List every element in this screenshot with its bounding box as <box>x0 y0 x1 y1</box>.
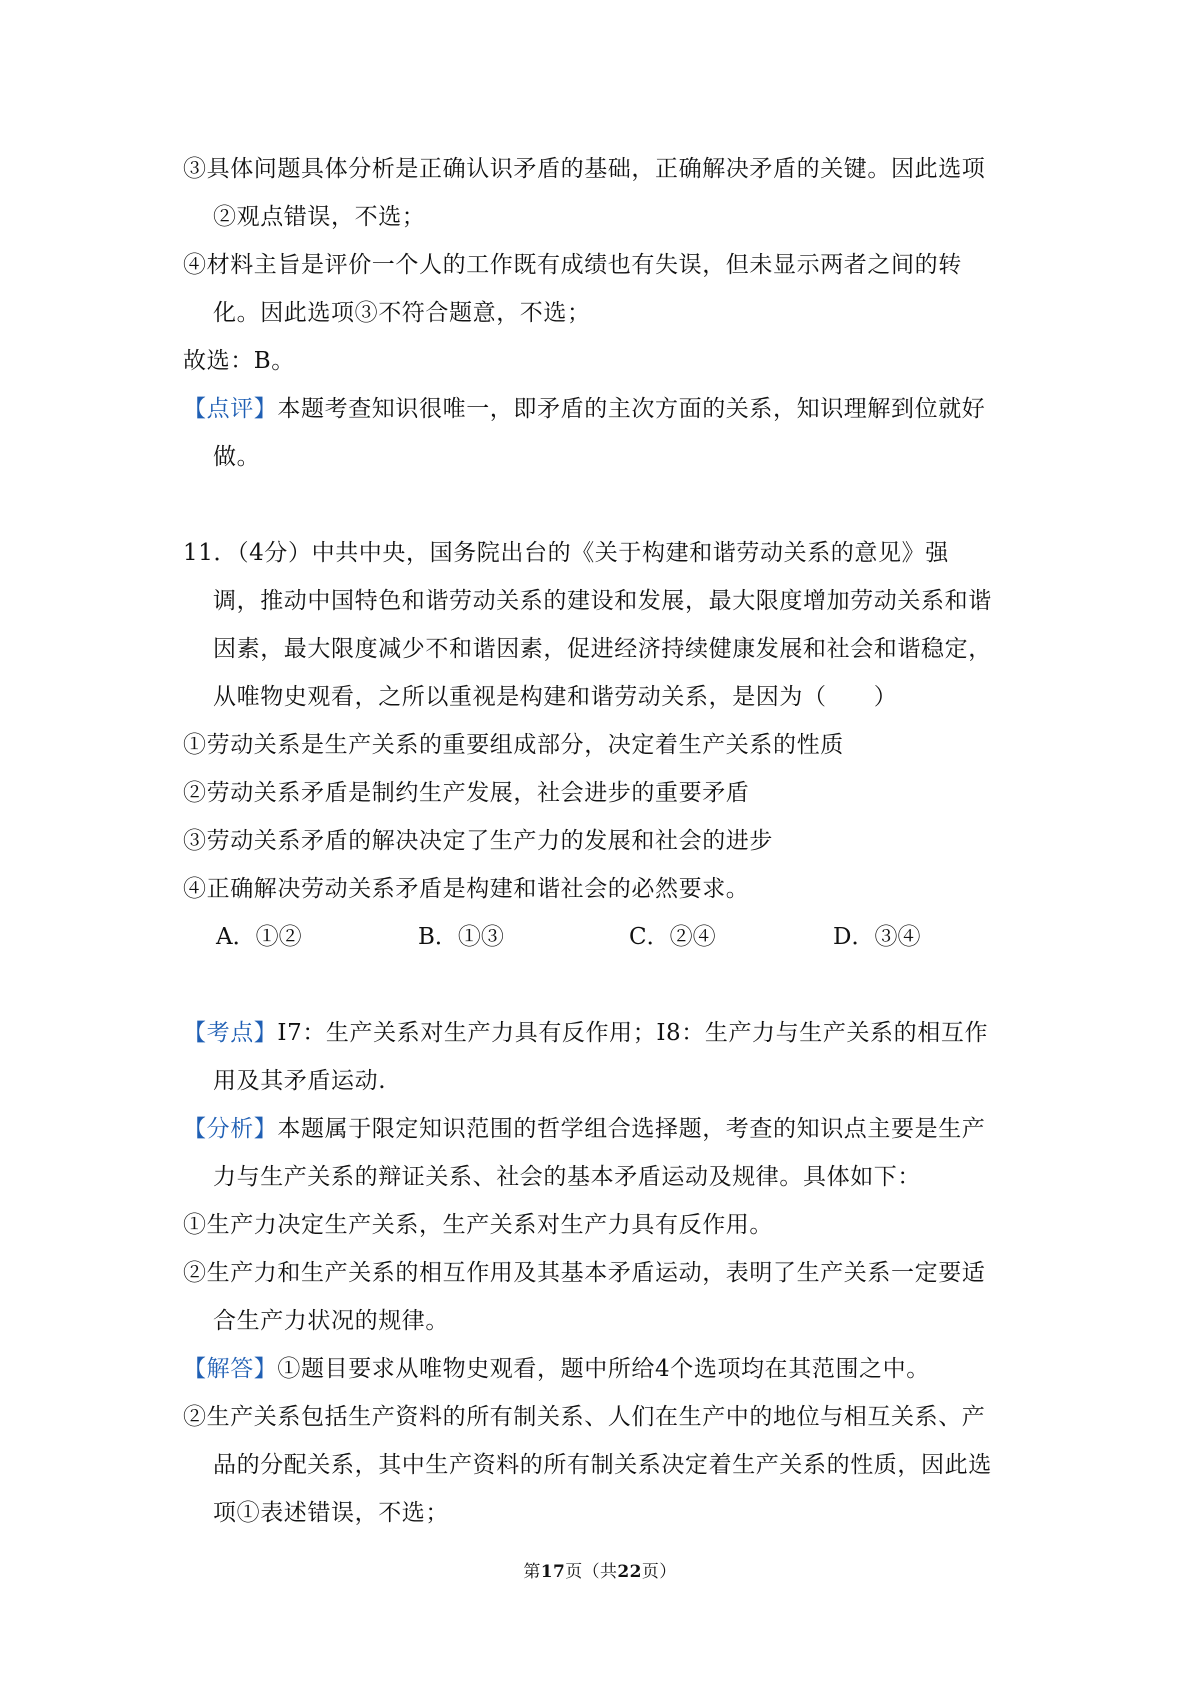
jieda-text: ①题目要求从唯物史观看，题中所给4个选项均在其范围之中。 <box>277 1356 930 1382</box>
comment-line-2: 做。 <box>213 444 261 470</box>
jieda-point-2-line-3: 项①表述错误，不选； <box>213 1500 449 1526</box>
option-c: C．②④ <box>629 924 716 950</box>
jieda-tag: 【解答】 <box>183 1356 278 1382</box>
answer-line: 故选：B。 <box>183 348 295 374</box>
footer-post: 页） <box>641 1562 677 1582</box>
statement-4: ④正确解决劳动关系矛盾是构建和谐社会的必然要求。 <box>183 876 750 902</box>
fenxi-text: 本题属于限定知识范围的哲学组合选择题，考查的知识点主要是生产 <box>277 1116 986 1142</box>
statement-3: ③劳动关系矛盾的解决决定了生产力的发展和社会的进步 <box>183 828 773 854</box>
jieda-point-2-line-1: ②生产关系包括生产资料的所有制关系、人们在生产中的地位与相互关系、产 <box>183 1404 986 1430</box>
jieda-point-2-line-2: 品的分配关系，其中生产资料的所有制关系决定着生产关系的性质，因此选 <box>213 1452 992 1478</box>
jieda-line-1 <box>183 1345 930 1393</box>
option-a: A．①② <box>216 924 302 950</box>
statement-2: ②劳动关系矛盾是制约生产发展，社会进步的重要矛盾 <box>183 780 750 806</box>
fenxi-point-2-line-1: ②生产力和生产关系的相互作用及其基本矛盾运动，表明了生产关系一定要适 <box>183 1260 986 1286</box>
comment-line-1 <box>183 385 985 433</box>
kaodian-line-2: 用及其矛盾运动. <box>213 1068 387 1094</box>
kaodian-line-1 <box>183 1009 988 1057</box>
footer-pre: 第 <box>523 1562 541 1582</box>
footer-total-pages: 22 <box>617 1562 642 1582</box>
analysis-point-3-line-2: ②观点错误，不选； <box>213 204 426 230</box>
fenxi-line-1 <box>183 1105 985 1153</box>
option-b: B．①③ <box>418 924 504 950</box>
kaodian-text: I7：生产关系对生产力具有反作用；I8：生产力与生产关系的相互作 <box>277 1020 989 1046</box>
fenxi-tag: 【分析】 <box>183 1116 278 1142</box>
fenxi-point-2-line-2: 合生产力状况的规律。 <box>213 1308 449 1334</box>
comment-tag: 【点评】 <box>183 396 278 422</box>
footer-page-number: 17 <box>540 1562 566 1582</box>
question-stem-line-4: 从唯物史观看，之所以重视是构建和谐劳动关系，是因为（ ） <box>213 684 898 710</box>
option-d: D．③④ <box>833 924 921 950</box>
question-stem-line-3: 因素，最大限度减少不和谐因素，促进经济持续健康发展和社会和谐稳定， <box>213 636 992 662</box>
footer-mid: 页（共 <box>565 1562 618 1582</box>
kaodian-tag: 【考点】 <box>183 1020 278 1046</box>
comment-text: 本题考查知识很唯一，即矛盾的主次方面的关系，知识理解到位就好 <box>277 396 986 422</box>
analysis-point-3-line-1: ③具体问题具体分析是正确认识矛盾的基础，正确解决矛盾的关键。因此选项 <box>183 156 986 182</box>
statement-1: ①劳动关系是生产关系的重要组成部分，决定着生产关系的性质 <box>183 732 844 758</box>
fenxi-point-1: ①生产力决定生产关系，生产关系对生产力具有反作用。 <box>183 1212 773 1238</box>
analysis-point-4-line-1: ④材料主旨是评价一个人的工作既有成绩也有失误，但未显示两者之间的转 <box>183 252 962 278</box>
question-stem-line-2: 调，推动中国特色和谐劳动关系的建设和发展，最大限度增加劳动关系和谐 <box>213 588 992 614</box>
question-stem-line-1: 11．（4分）中共中央，国务院出台的《关于构建和谐劳动关系的意见》强 <box>183 540 949 566</box>
analysis-point-4-line-2: 化。因此选项③不符合题意，不选； <box>213 300 591 326</box>
fenxi-line-2: 力与生产关系的辩证关系、社会的基本矛盾运动及规律。具体如下： <box>213 1164 921 1190</box>
page-footer <box>0 1557 1200 1587</box>
